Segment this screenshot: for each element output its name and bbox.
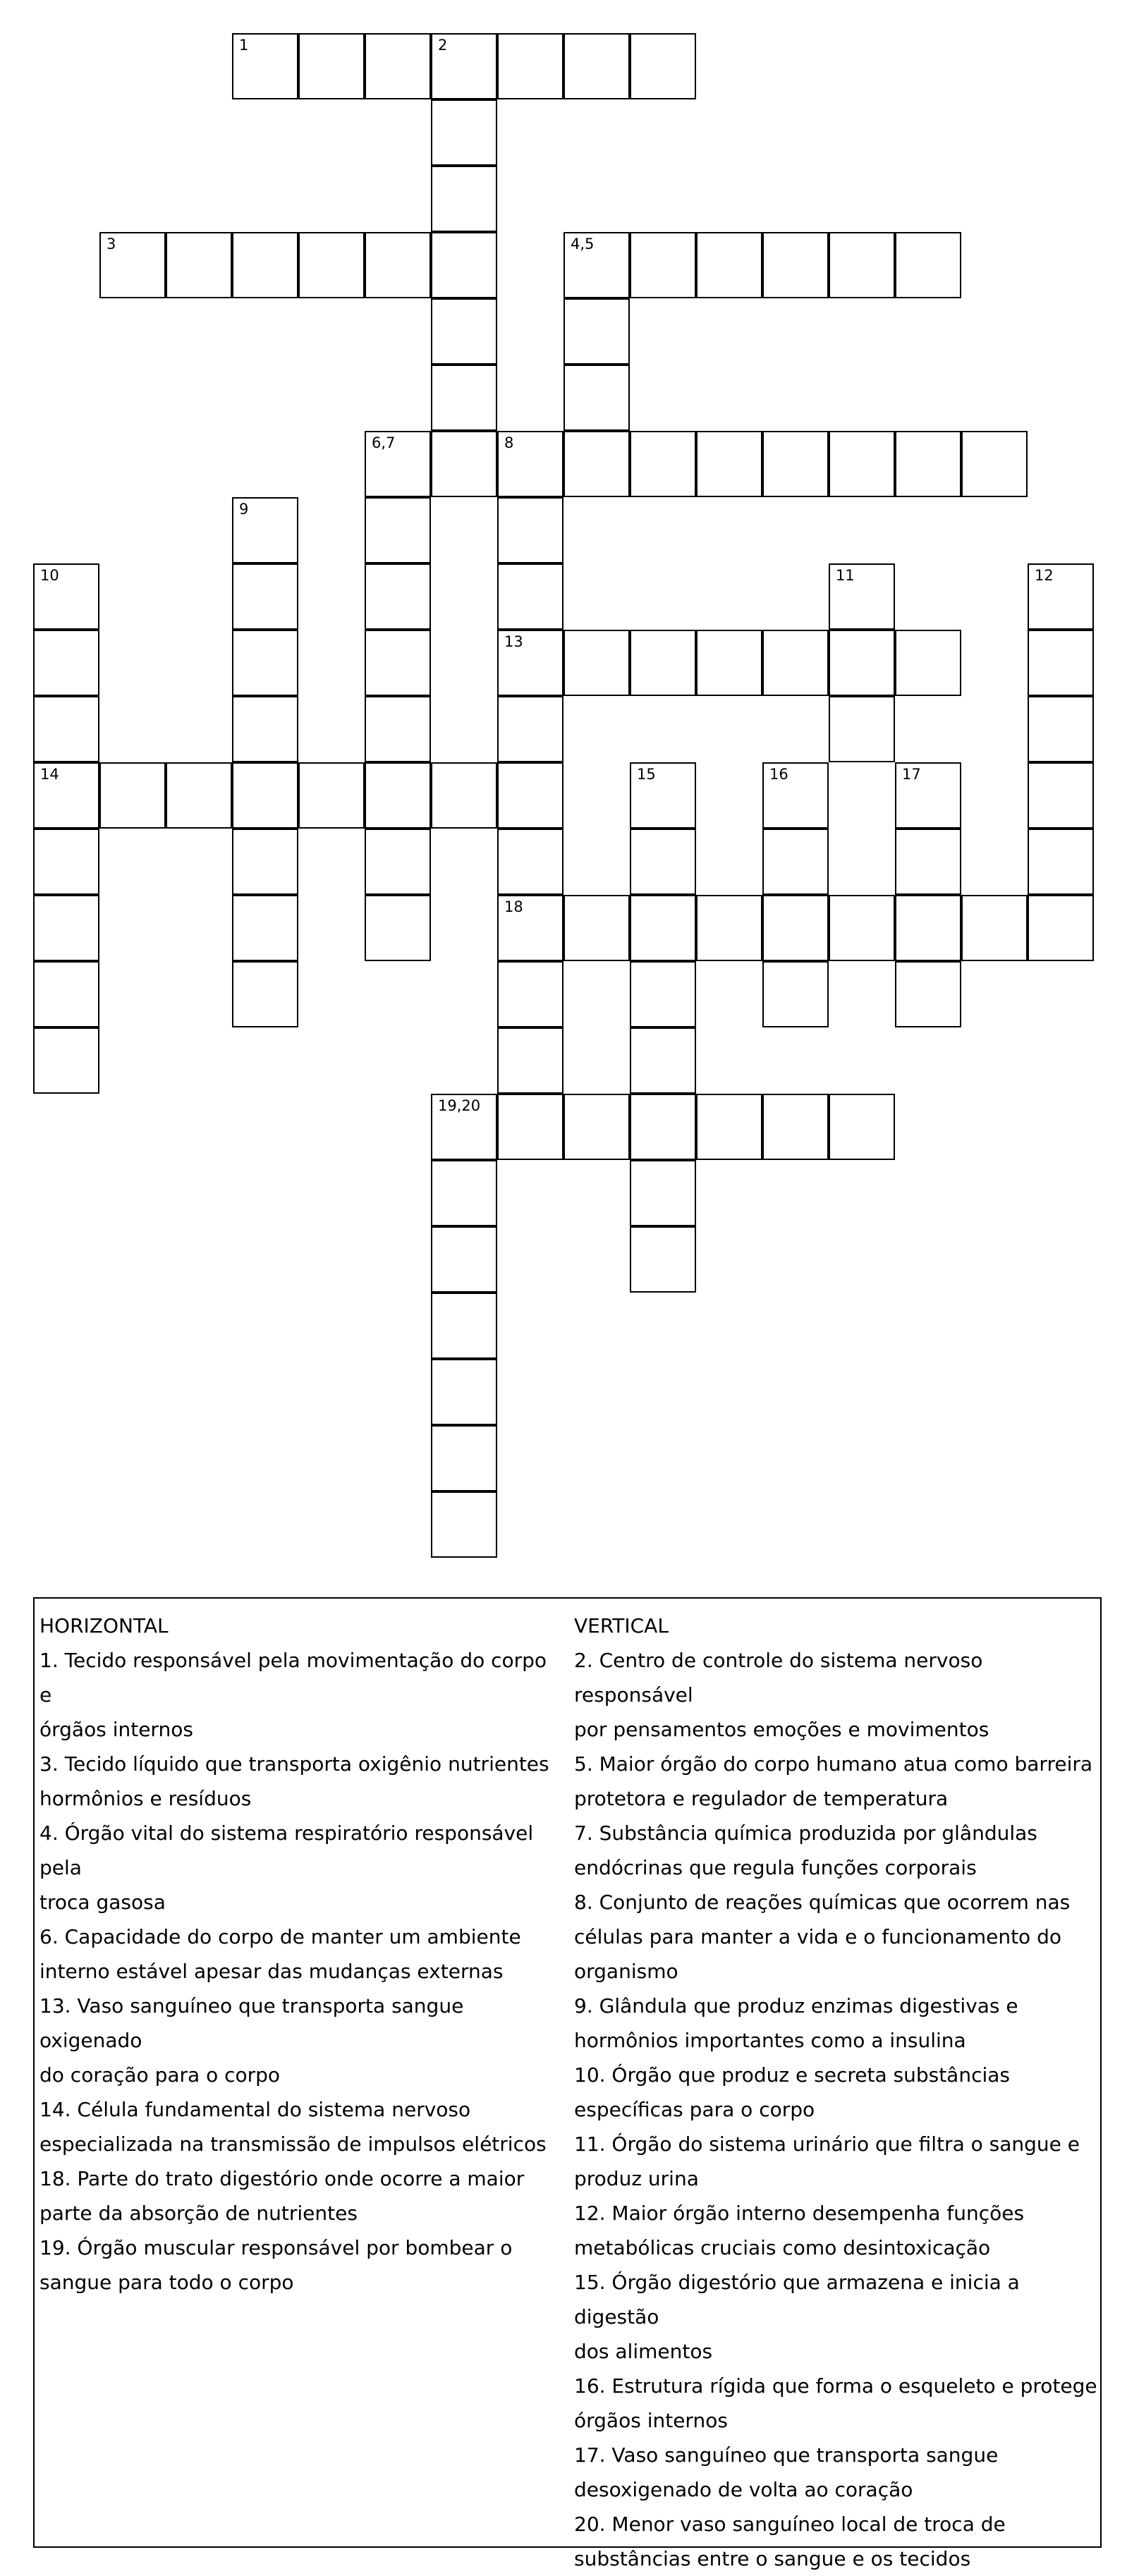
crossword-cell[interactable] — [895, 895, 961, 961]
crossword-cell[interactable] — [829, 630, 895, 696]
clues-box — [33, 1597, 1102, 2570]
crossword-cell[interactable] — [1028, 696, 1094, 762]
crossword-cell[interactable] — [33, 696, 99, 762]
clue-number: 10 — [40, 567, 59, 584]
crossword-cell[interactable] — [365, 895, 431, 961]
clue-number: 17 — [902, 766, 921, 783]
clue-number: 1 — [239, 37, 249, 54]
vertical-clue-line: 20. Menor vaso sanguíneo local de troca de — [574, 2513, 1006, 2536]
crossword-cell[interactable] — [232, 895, 298, 961]
horizontal-clue-line: troca gasosa — [39, 1891, 166, 1914]
crossword-cell[interactable] — [497, 1027, 564, 1094]
clue-number: 8 — [504, 434, 514, 451]
vertical-clue-line: 10. Órgão que produz e secreta substâncias — [574, 2063, 1011, 2087]
vertical-clue-line: células para manter a vida e o funcionamento do — [574, 1925, 1061, 1948]
horizontal-clues-column — [39, 1609, 565, 2300]
crossword-cell[interactable] — [431, 1425, 497, 1491]
crossword-cell[interactable] — [564, 895, 630, 961]
crossword-cell[interactable] — [33, 961, 99, 1027]
crossword-cell[interactable] — [895, 431, 961, 497]
crossword-cell[interactable] — [564, 630, 630, 696]
crossword-cell[interactable] — [232, 829, 298, 895]
crossword-cell[interactable] — [1028, 762, 1094, 829]
vertical-clue-line: por pensamentos emoções e movimentos — [574, 1718, 989, 1741]
clue-number: 11 — [836, 567, 855, 584]
crossword-cell[interactable] — [564, 365, 630, 431]
crossword-cell[interactable] — [829, 431, 895, 497]
crossword-cell[interactable] — [1028, 630, 1094, 696]
vertical-heading: VERTICAL — [574, 1614, 669, 1637]
vertical-clue-line: 8. Conjunto de reações químicas que ocorrem nas — [574, 1891, 1071, 1914]
crossword-cell[interactable] — [431, 298, 497, 365]
crossword-cell[interactable] — [298, 33, 365, 99]
vertical-clue-line: produz urina — [574, 2167, 699, 2190]
crossword-cell[interactable] — [762, 829, 829, 895]
crossword-cell[interactable] — [696, 895, 762, 961]
crossword-cell[interactable] — [630, 431, 696, 497]
crossword-cell[interactable] — [431, 1293, 497, 1359]
crossword-cell[interactable] — [431, 232, 497, 298]
crossword-cell[interactable] — [33, 1027, 99, 1094]
crossword-cell[interactable] — [431, 1094, 497, 1160]
crossword-cell[interactable] — [232, 497, 298, 563]
crossword-cell[interactable] — [630, 232, 696, 298]
crossword-cell[interactable] — [564, 232, 630, 298]
crossword-cell[interactable] — [232, 630, 298, 696]
vertical-clue-line: 9. Glândula que produz enzimas digestivas e — [574, 1994, 1018, 2018]
crossword-cell[interactable] — [298, 232, 365, 298]
horizontal-clue-line: 18. Parte do trato digestório onde ocorre a maior — [39, 2167, 525, 2190]
crossword-cell[interactable] — [365, 829, 431, 895]
vertical-clue-list — [574, 1643, 1099, 2576]
crossword-cell[interactable] — [431, 365, 497, 431]
clue-number: 15 — [637, 766, 656, 783]
horizontal-heading: HORIZONTAL — [39, 1614, 169, 1637]
vertical-clue-line: desoxigenado de volta ao coração — [574, 2478, 913, 2501]
crossword-cell[interactable] — [232, 696, 298, 762]
horizontal-clue-line: especializada na transmissão de impulsos elétricos — [39, 2132, 547, 2156]
crossword-cell[interactable] — [166, 762, 232, 829]
clue-number: 12 — [1035, 567, 1054, 584]
crossword-cell[interactable] — [630, 762, 696, 829]
crossword-cell[interactable] — [431, 431, 497, 497]
crossword-cell[interactable] — [762, 630, 829, 696]
vertical-clue-line: 16. Estrutura rígida que forma o esqueleto e protege — [574, 2374, 1097, 2398]
crossword-cell[interactable] — [431, 166, 497, 232]
crossword-cell[interactable] — [564, 1094, 630, 1160]
horizontal-clue-list — [39, 1643, 565, 2300]
horizontal-clue-line: 6. Capacidade do corpo de manter um ambiente — [39, 1925, 521, 1948]
crossword-cell[interactable] — [829, 563, 895, 630]
horizontal-clue-line: hormônios e resíduos — [39, 1787, 252, 1810]
vertical-clue-line: dos alimentos — [574, 2340, 713, 2363]
vertical-clue-line: 2. Centro de controle do sistema nervoso responsável — [574, 1649, 983, 1707]
crossword-cell[interactable] — [630, 1160, 696, 1226]
crossword-cell[interactable] — [33, 829, 99, 895]
crossword-cell[interactable] — [497, 829, 564, 895]
crossword-cell[interactable] — [298, 762, 365, 829]
crossword-cell[interactable] — [365, 696, 431, 762]
crossword-cell[interactable] — [497, 762, 564, 829]
vertical-clue-line: 12. Maior órgão interno desempenha funções — [574, 2202, 1025, 2225]
crossword-cell[interactable] — [365, 33, 431, 99]
vertical-clue-line: substâncias entre o sangue e os tecidos — [574, 2547, 971, 2570]
crossword-cell[interactable] — [497, 1094, 564, 1160]
horizontal-clue-line: órgãos internos — [39, 1718, 193, 1741]
vertical-clue-line: hormônios importantes como a insulina — [574, 2029, 966, 2052]
clue-number: 18 — [504, 898, 523, 915]
crossword-cell[interactable] — [431, 99, 497, 166]
crossword-cell[interactable] — [696, 232, 762, 298]
crossword-cell[interactable] — [365, 431, 431, 497]
crossword-cell[interactable] — [630, 33, 696, 99]
crossword-cell[interactable] — [431, 1160, 497, 1226]
crossword-cell[interactable] — [696, 431, 762, 497]
crossword-cell[interactable] — [762, 762, 829, 829]
crossword-cell[interactable] — [431, 33, 497, 99]
crossword-cell[interactable] — [630, 1226, 696, 1293]
crossword-cell[interactable] — [564, 431, 630, 497]
vertical-clue-line: organismo — [574, 1960, 678, 1983]
horizontal-clue-line: 19. Órgão muscular responsável por bombear o — [39, 2236, 513, 2259]
crossword-cell[interactable] — [431, 762, 497, 829]
crossword-cell[interactable] — [564, 33, 630, 99]
crossword-cell[interactable] — [630, 895, 696, 961]
crossword-cell[interactable] — [99, 762, 166, 829]
crossword-cell[interactable] — [696, 1094, 762, 1160]
crossword-cell[interactable] — [33, 563, 99, 630]
crossword-cell[interactable] — [630, 630, 696, 696]
crossword-cell[interactable] — [33, 895, 99, 961]
crossword-cell[interactable] — [497, 431, 564, 497]
crossword-cell[interactable] — [961, 431, 1028, 497]
crossword-cell[interactable] — [497, 895, 564, 961]
crossword-cell[interactable] — [365, 630, 431, 696]
vertical-clue-line: protetora e regulador de temperatura — [574, 1787, 949, 1810]
horizontal-clue-line: 1. Tecido responsável pela movimentação do corpo e — [39, 1649, 547, 1707]
crossword-cell[interactable] — [431, 1359, 497, 1425]
crossword-cell[interactable] — [829, 895, 895, 961]
vertical-clue-line: 5. Maior órgão do corpo humano atua como barreira — [574, 1752, 1093, 1776]
vertical-clue-line: órgãos internos — [574, 2409, 728, 2432]
vertical-clue-line: 15. Órgão digestório que armazena e inicia a digestão — [574, 2271, 1020, 2328]
crossword-cell[interactable] — [762, 895, 829, 961]
clue-number: 2 — [438, 37, 448, 54]
vertical-clues-column — [574, 1609, 1099, 2576]
clue-number: 14 — [40, 766, 59, 783]
crossword-cell[interactable] — [365, 497, 431, 563]
crossword-cell[interactable] — [232, 232, 298, 298]
crossword-cell[interactable] — [630, 1094, 696, 1160]
crossword-cell[interactable] — [232, 33, 298, 99]
clue-number: 9 — [239, 501, 249, 518]
horizontal-clue-line: sangue para todo o corpo — [39, 2271, 294, 2294]
crossword-cell[interactable] — [630, 961, 696, 1027]
crossword-cell[interactable] — [365, 232, 431, 298]
crossword-cell[interactable] — [1028, 829, 1094, 895]
crossword-cell[interactable] — [829, 232, 895, 298]
crossword-cell[interactable] — [497, 630, 564, 696]
horizontal-clue-line: 13. Vaso sanguíneo que transporta sangue oxigenado — [39, 1994, 464, 2052]
crossword-cell[interactable] — [762, 431, 829, 497]
horizontal-clue-line: interno estável apesar das mudanças externas — [39, 1960, 504, 1983]
crossword-cell[interactable] — [33, 762, 99, 829]
horizontal-clue-line: do coração para o corpo — [39, 2063, 281, 2087]
clue-number: 4,5 — [571, 236, 595, 252]
crossword-cell[interactable] — [564, 298, 630, 365]
crossword-cell[interactable] — [829, 1094, 895, 1160]
horizontal-clue-line: parte da absorção de nutrientes — [39, 2202, 358, 2225]
crossword-cell[interactable] — [365, 762, 431, 829]
vertical-clue-line: metabólicas cruciais como desintoxicação — [574, 2236, 991, 2259]
crossword-cell[interactable] — [431, 1226, 497, 1293]
crossword-cell[interactable] — [232, 563, 298, 630]
crossword-cell[interactable] — [1028, 895, 1094, 961]
clue-number: 3 — [106, 236, 116, 252]
vertical-clue-line: endócrinas que regula funções corporais — [574, 1856, 977, 1879]
horizontal-clue-line: 4. Órgão vital do sistema respiratório responsável pela — [39, 1821, 534, 1879]
vertical-clue-line: específicas para o corpo — [574, 2098, 815, 2121]
crossword-cell[interactable] — [365, 563, 431, 630]
crossword-cell[interactable] — [762, 961, 829, 1027]
vertical-clue-line: 17. Vaso sanguíneo que transporta sangue — [574, 2443, 999, 2467]
crossword-cell[interactable] — [895, 829, 961, 895]
crossword-cell[interactable] — [497, 563, 564, 630]
crossword-cell[interactable] — [895, 630, 961, 696]
clue-number: 19,20 — [438, 1097, 481, 1114]
clue-number: 16 — [769, 766, 788, 783]
crossword-cell[interactable] — [895, 961, 961, 1027]
crossword-cell[interactable] — [232, 961, 298, 1027]
crossword-cell[interactable] — [630, 1027, 696, 1094]
crossword-cell[interactable] — [497, 696, 564, 762]
crossword-cell[interactable] — [961, 895, 1028, 961]
crossword-cell[interactable] — [895, 232, 961, 298]
clue-number: 6,7 — [372, 434, 396, 451]
crossword-cell[interactable] — [497, 497, 564, 563]
crossword-cell[interactable] — [762, 1094, 829, 1160]
crossword-cell[interactable] — [1028, 563, 1094, 630]
crossword-cell[interactable] — [232, 762, 298, 829]
crossword-cell[interactable] — [829, 696, 895, 762]
vertical-clue-line: 11. Órgão do sistema urinário que filtra o sangue e — [574, 2132, 1080, 2156]
crossword-cell[interactable] — [497, 33, 564, 99]
crossword-cell[interactable] — [696, 630, 762, 696]
crossword-cell[interactable] — [166, 232, 232, 298]
crossword-cell[interactable] — [497, 961, 564, 1027]
crossword-cell[interactable] — [33, 630, 99, 696]
horizontal-clue-line: 3. Tecido líquido que transporta oxigênio nutrientes — [39, 1752, 549, 1776]
crossword-cell[interactable] — [431, 1491, 497, 1558]
crossword-cell[interactable] — [762, 232, 829, 298]
crossword-cell[interactable] — [99, 232, 166, 298]
crossword-cell[interactable] — [630, 829, 696, 895]
clue-number: 13 — [504, 633, 523, 650]
vertical-clue-line: 7. Substância química produzida por glândulas — [574, 1821, 1037, 1845]
horizontal-clue-line: 14. Célula fundamental do sistema nervoso — [39, 2098, 471, 2121]
crossword-cell[interactable] — [895, 762, 961, 829]
